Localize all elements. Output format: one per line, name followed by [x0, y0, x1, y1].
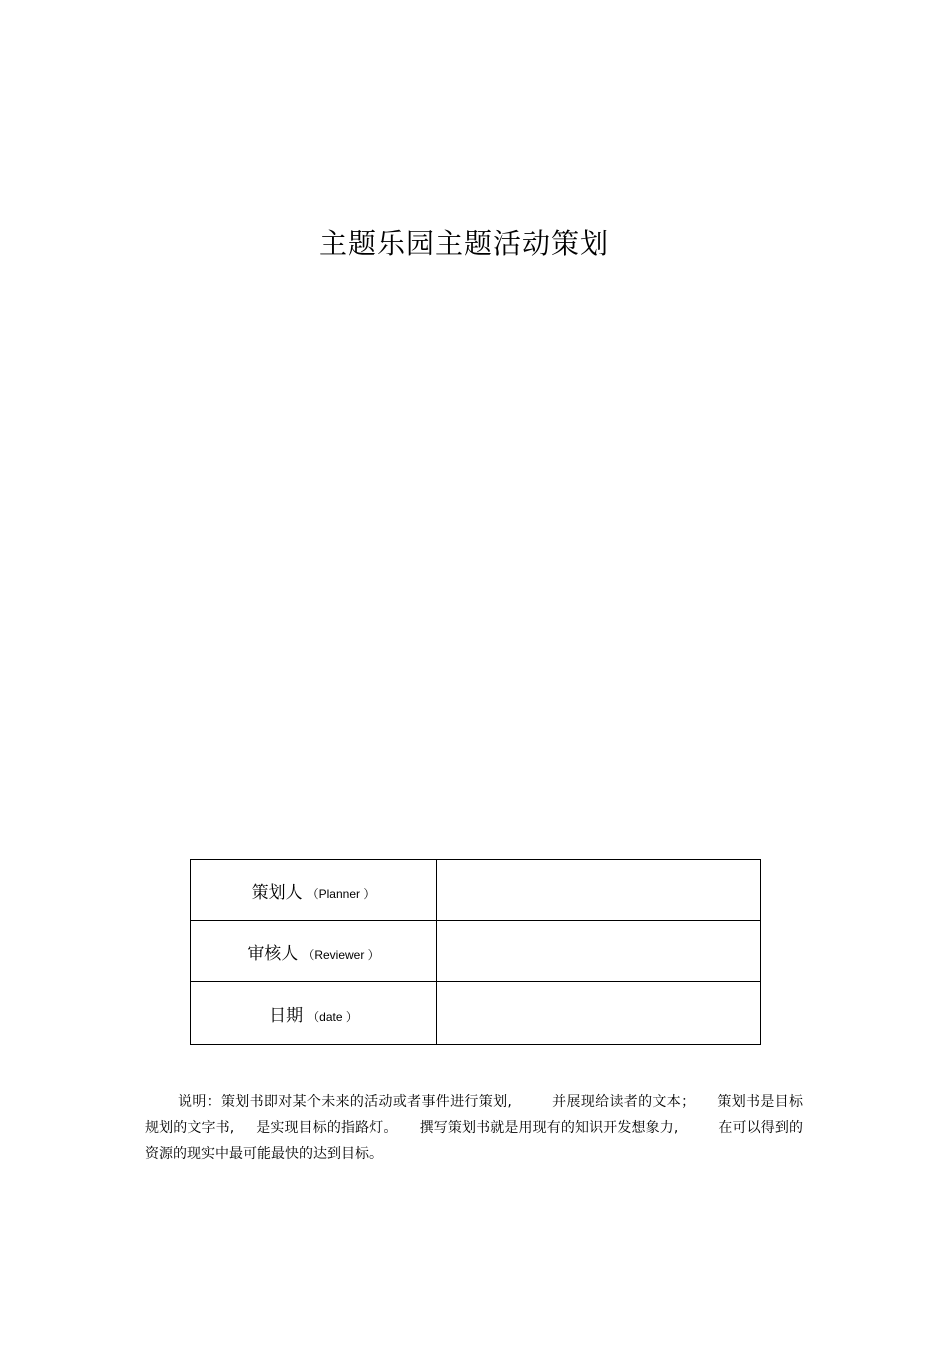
reviewer-label: 审核人 [247, 943, 299, 964]
planner-label-en: （Planner ） [306, 886, 376, 901]
table-row-date [191, 982, 761, 1045]
note-text-1: 说明：策划书即对某个未来的活动或者事件进行策划, [178, 1094, 512, 1110]
note-text-4: 是实现目标的指路灯。 [256, 1120, 398, 1136]
note-paragraph [145, 1089, 803, 1167]
info-table [190, 859, 761, 1045]
date-label: 日期 [269, 1005, 304, 1026]
date-label-cell [191, 982, 437, 1045]
reviewer-label-en: （Reviewer ） [302, 947, 380, 962]
reviewer-value-cell [437, 921, 761, 982]
page-title: 主题乐园主题活动策划 [318, 227, 609, 260]
note-text-6: 在可以得到的资源的现实中最可能最快的达到目标。 [145, 1120, 804, 1162]
planner-label-cell [191, 860, 437, 921]
reviewer-label-cell [191, 921, 437, 982]
date-value-cell [437, 982, 761, 1045]
date-label-en: （date ） [307, 1009, 358, 1024]
note-text-3: 策划书是目标规划的文字书, [145, 1094, 804, 1136]
note-text-5: 撰写策划书就是用现有的知识开发想象力, [419, 1120, 679, 1136]
planner-value-cell [437, 860, 761, 921]
planner-label: 策划人 [251, 882, 303, 903]
table-row-reviewer [191, 921, 761, 982]
note-text-2: 并展现给读者的文本； [551, 1094, 696, 1110]
table-row-planner [191, 860, 761, 921]
